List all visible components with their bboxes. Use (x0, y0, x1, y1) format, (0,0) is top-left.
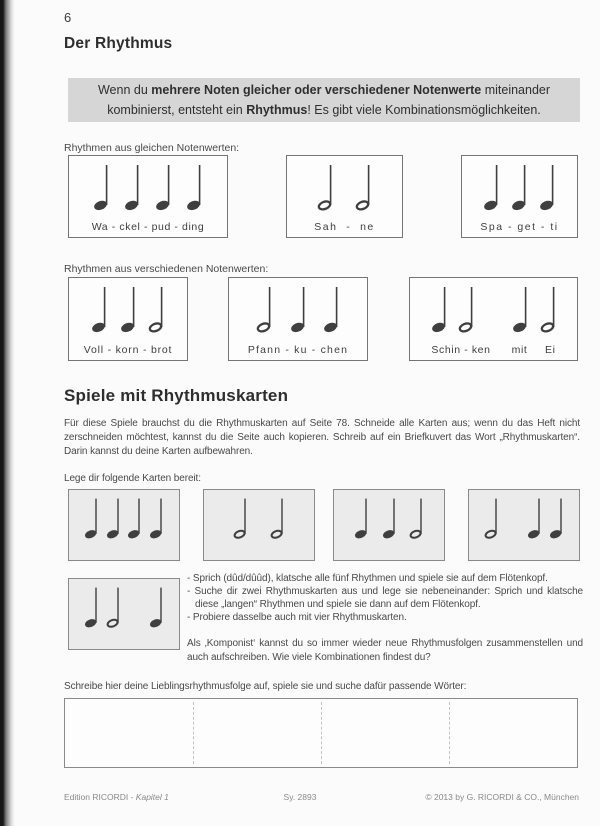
quarter-note-icon (382, 496, 397, 540)
syllable-label: Spa - get - ti (480, 221, 559, 233)
half-note-icon (148, 285, 165, 333)
quarter-note-icon (84, 496, 99, 540)
page-title: Der Rhythmus (64, 35, 173, 52)
bullet-list (187, 572, 583, 624)
syllable-label: Voll - korn - brot (83, 344, 173, 356)
quarter-note-icon (127, 496, 142, 540)
bullet-item: - Suche dir zwei Rhythmuskarten aus und lege sie nebeneinander: Sprich und klatsche diese „langen“ Rhythmen und spiele sie dann auf dem Flötenkopf. (187, 586, 583, 610)
notes-row (462, 156, 577, 211)
half-note-icon (270, 496, 285, 540)
info-box-segment: Wenn du (97, 83, 152, 97)
info-box (68, 78, 580, 122)
rhythm-card-4 (468, 489, 580, 561)
notes-row (69, 278, 187, 333)
half-note-icon (484, 496, 499, 540)
quarter-note-icon (91, 285, 108, 333)
rhythm-box-spagetti (461, 155, 578, 238)
quarter-note-icon (84, 585, 99, 629)
rhythm-box-sahne (286, 155, 403, 238)
notes-row (204, 490, 314, 540)
syllable-label: Wa - ckel - pud - ding (91, 221, 205, 233)
quarter-note-icon (539, 163, 556, 211)
half-note-icon (540, 285, 557, 333)
syllable-label: Pfann - ku - chen (247, 344, 349, 356)
rhythm-box-pfannkuchen (228, 277, 368, 361)
notes-row (410, 278, 577, 333)
quarter-note-icon (483, 163, 500, 211)
info-box-segment: Rhythmus (246, 103, 308, 117)
half-note-icon (409, 496, 424, 540)
half-note-icon (233, 496, 248, 540)
quarter-note-icon (155, 163, 172, 211)
notes-row (469, 490, 579, 540)
footer-plate-number: Sy. 2893 (283, 792, 317, 802)
quarter-note-icon (549, 496, 564, 540)
bullet-item: - Sprich (dûd/dûûd), klatsche alle fünf Rhythmen und spiele sie auf dem Flötenkopf. (187, 573, 548, 584)
rhythm-card-3 (333, 489, 445, 561)
bullet-item: - Probiere dasselbe auch mit vier Rhythmuskarten. (187, 612, 407, 623)
info-box-segment: mehrere Noten gleicher oder verschiedener Notenwerte (151, 83, 482, 97)
page-footer (0, 792, 600, 806)
prepare-label: Lege dir folgende Karten bereit: (64, 473, 201, 484)
footer-edition-plain: Edition RICORDI - (64, 792, 136, 802)
quarter-note-icon (511, 163, 528, 211)
games-heading: Spiele mit Rhythmuskarten (64, 386, 289, 405)
half-note-icon (317, 163, 334, 211)
favorite-prompt: Schreibe hier deine Lieblingsrhythmusfolge auf, spiele sie und suche dafür passende Wörter: (64, 681, 467, 692)
quarter-note-icon (186, 163, 203, 211)
games-intro: Für diese Spiele brauchst du die Rhythmuskarten auf Seite 78. Schneide alle Karten aus; wenn du das Heft nicht zerschneiden möchtest, kannst du die Seite auch kopieren. Schreib auf ein Briefkuvert das Wort „Rhythmuskarten“. Darin kannst du deine Karten aufbewahren. (64, 418, 580, 457)
quarter-note-icon (527, 496, 542, 540)
answer-box-divider (321, 702, 322, 764)
notes-row (229, 278, 367, 333)
quarter-note-icon (124, 163, 141, 211)
rhythm-card-2 (203, 489, 315, 561)
info-box-text (94, 80, 554, 120)
half-note-icon (355, 163, 372, 211)
quarter-note-icon (149, 496, 164, 540)
footer-copyright: © 2013 by G. RICORDI & CO., München (425, 792, 579, 802)
answer-box-divider (449, 702, 450, 764)
rhythm-card-5 (68, 578, 180, 650)
section-label-different: Rhythmen aus verschiedenen Notenwerten: (64, 263, 269, 275)
rhythm-box-wackelpudding (68, 155, 228, 238)
notes-row (69, 156, 227, 211)
notes-row (69, 579, 179, 629)
footer-chapter: Kapitel 1 (135, 792, 169, 802)
quarter-note-icon (290, 285, 307, 333)
info-box-segment: miteinander kombinierst, entsteht ein (107, 83, 551, 117)
quarter-note-icon (354, 496, 369, 540)
notes-row (287, 156, 402, 211)
syllable-label: Sah - ne (314, 221, 375, 233)
quarter-note-icon (431, 285, 448, 333)
info-box-segment: ! Es gibt viele Kombinationsmöglichkeiten. (307, 103, 541, 117)
quarter-note-icon (106, 496, 121, 540)
scan-edge-shadow (0, 0, 15, 826)
page-number: 6 (64, 10, 72, 25)
quarter-note-icon (93, 163, 110, 211)
rhythm-box-schinken-mit-ei (409, 277, 578, 361)
answer-box-divider (193, 702, 194, 764)
syllable-label: Schin - ken mit Ei (431, 344, 556, 356)
half-note-icon (256, 285, 273, 333)
rhythm-box-vollkornbrot (68, 277, 188, 361)
favorite-rhythm-answer-box (64, 698, 578, 768)
section-label-equal: Rhythmen aus gleichen Notenwerten: (64, 142, 240, 154)
half-note-icon (106, 585, 121, 629)
composer-note: Als ‚Komponist‘ kannst du so immer wieder neue Rhythmusfolgen zusammenstellen und auch aufschreiben. Wie viele Kombinationen findest du? (187, 638, 583, 663)
notes-row (334, 490, 444, 540)
half-note-icon (458, 285, 475, 333)
quarter-note-icon (512, 285, 529, 333)
quarter-note-icon (323, 285, 340, 333)
notes-row (69, 490, 179, 540)
quarter-note-icon (120, 285, 137, 333)
rhythm-card-1 (68, 489, 180, 561)
quarter-note-icon (149, 585, 164, 629)
